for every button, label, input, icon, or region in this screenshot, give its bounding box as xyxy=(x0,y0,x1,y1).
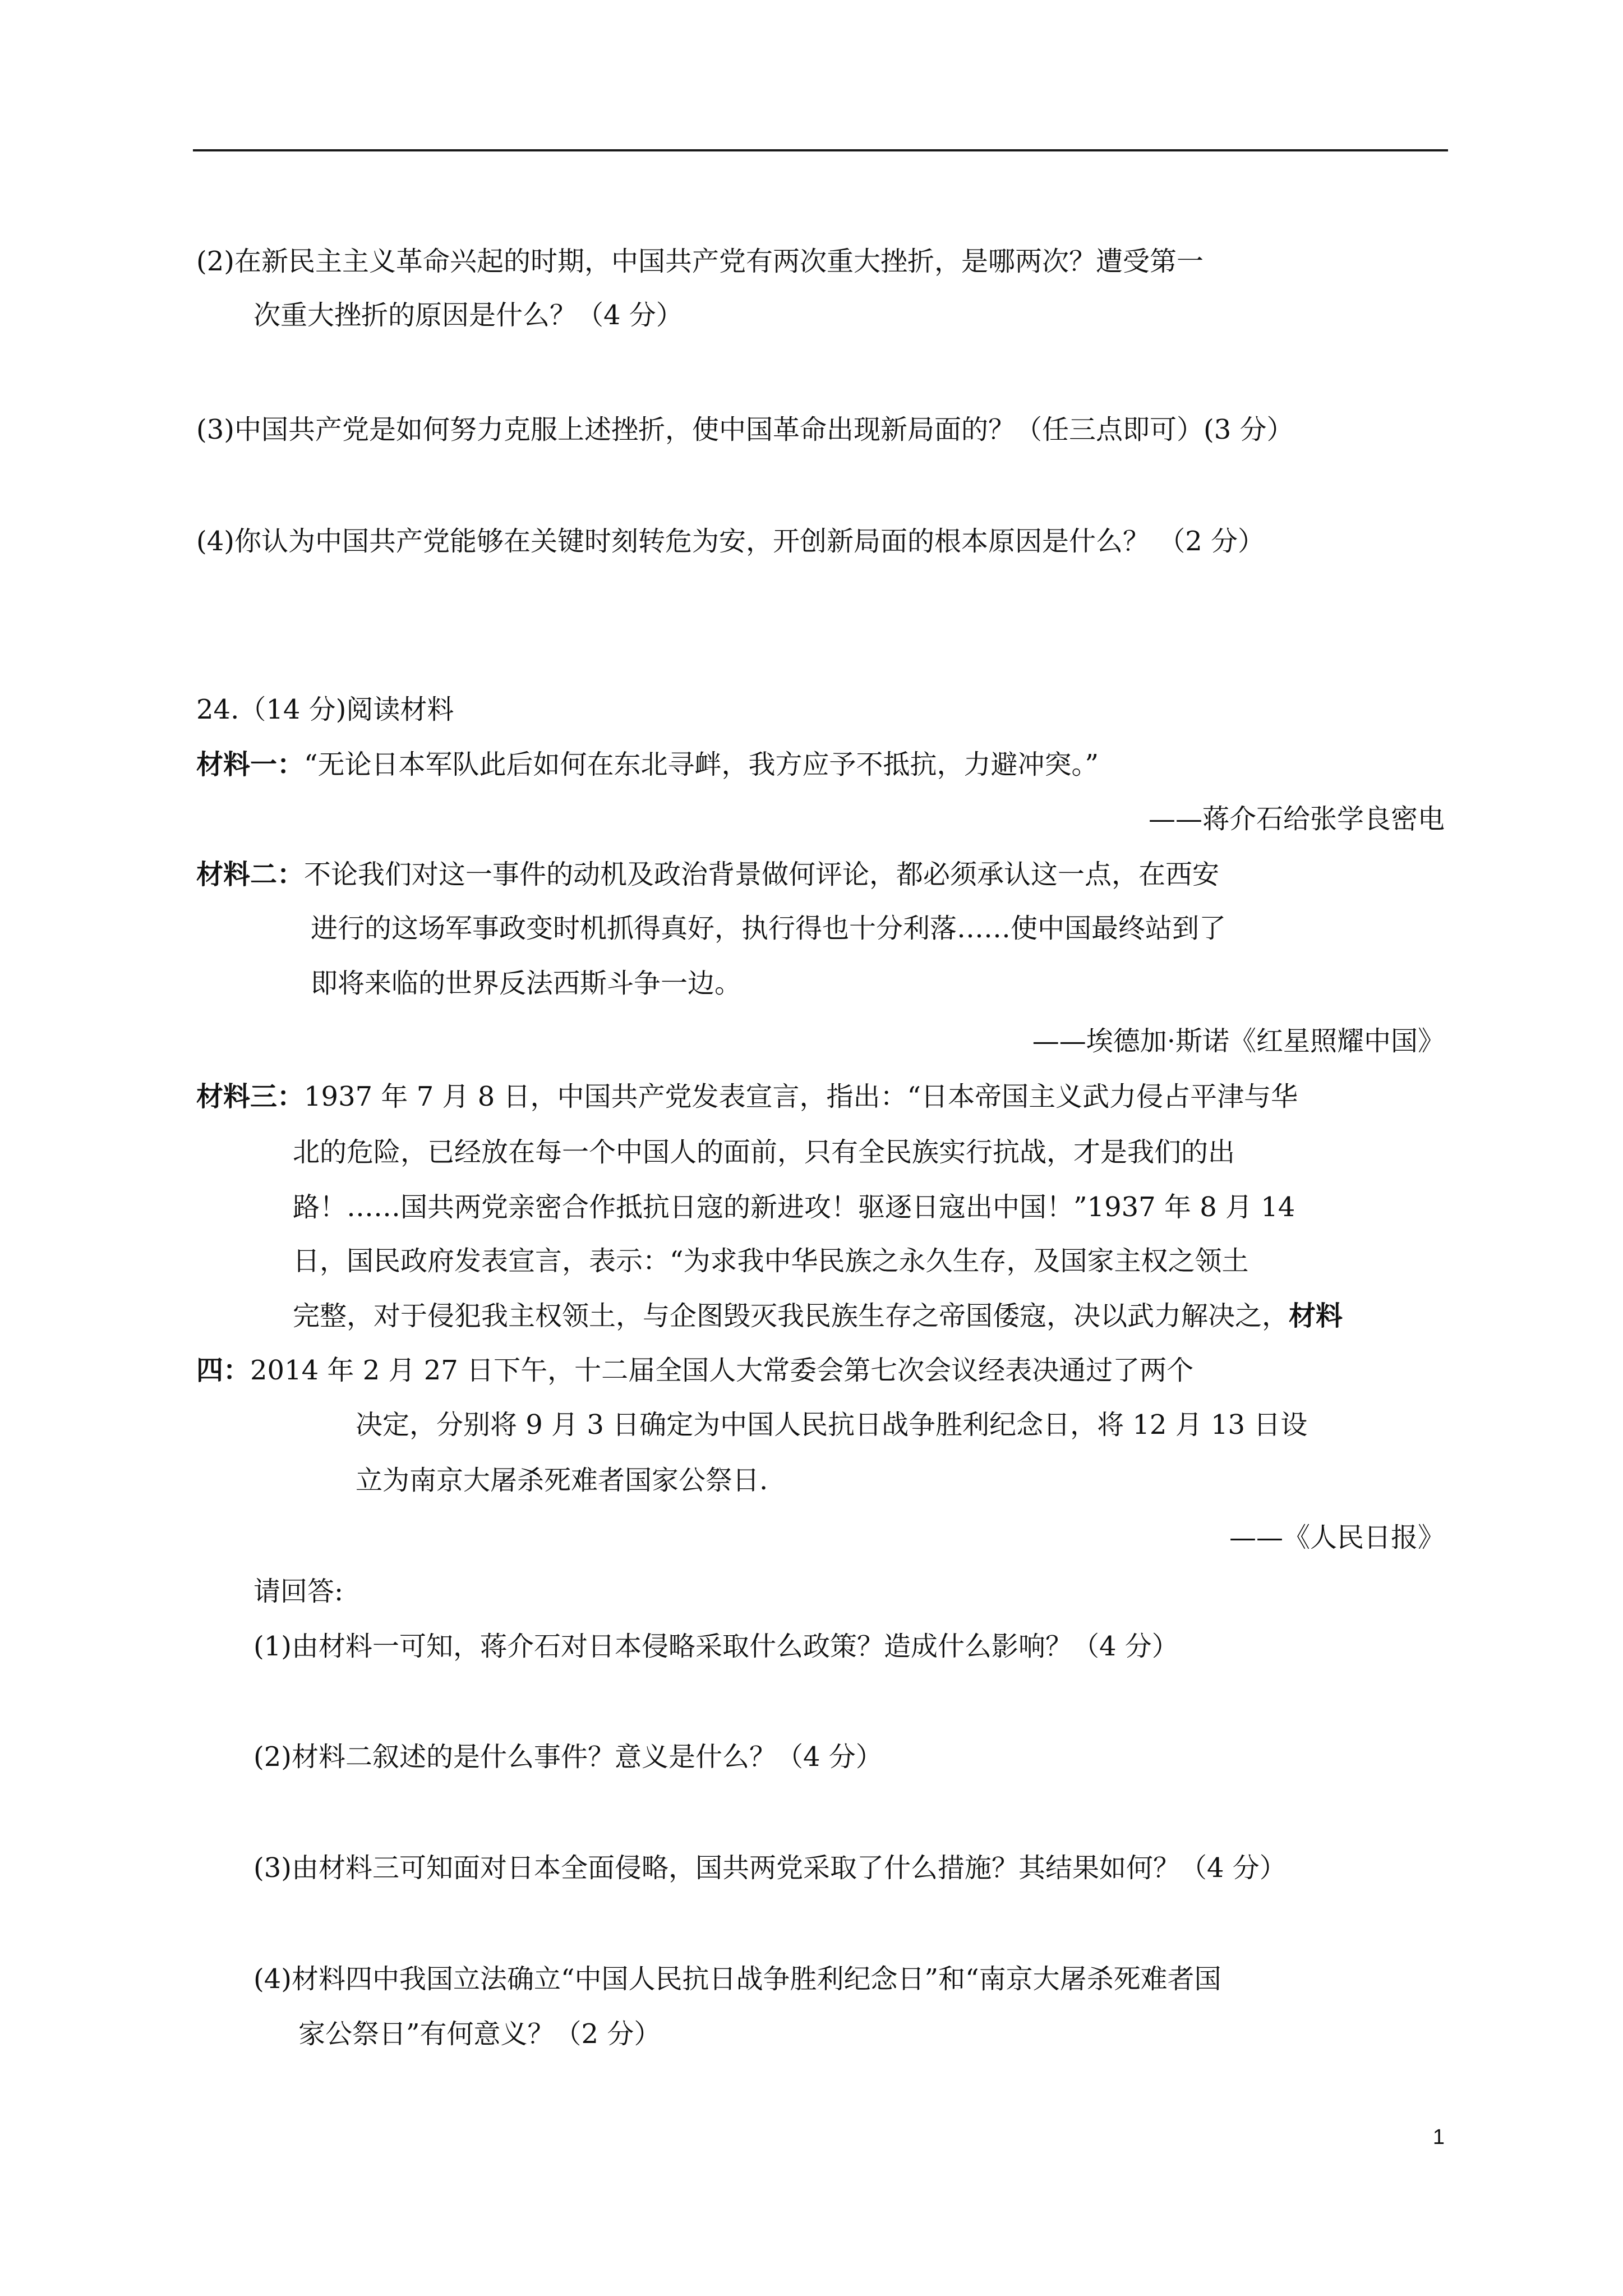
material-3-line5: 完整，对于侵犯我主权领土，与企图毁灭我民族生存之帝国倭寇，决以武力解决之，材料 xyxy=(293,1300,1343,1332)
material-2-line3: 即将来临的世界反法西斯斗争一边。 xyxy=(311,968,742,999)
material-2-source: ——埃德加·斯诺《红星照耀中国》 xyxy=(1032,1025,1445,1057)
q24-heading: 24.（14 分)阅读材料 xyxy=(196,694,454,725)
material-2-label: 材料二： xyxy=(196,859,305,890)
q23-part3: (3)中国共产党是如何努力克服上述挫折，使中国革命出现新局面的？（任三点即可）(3 分） xyxy=(196,414,1294,445)
material-3-line3: 路！……国共两党亲密合作抵抗日寇的新进攻！驱逐日寇出中国！”1937 年 8 月 14 xyxy=(293,1191,1295,1223)
material-4-source: ——《人民日报》 xyxy=(1229,1522,1445,1553)
q24-subquestion-3: (3)由材料三可知面对日本全面侵略，国共两党采取了什么措施？其结果如何？（4 分） xyxy=(253,1852,1287,1884)
material-1-source: ——蒋介石给张学良密电 xyxy=(1148,803,1445,835)
material-1-label: 材料一： xyxy=(196,749,305,780)
answer-prompt: 请回答: xyxy=(253,1576,344,1607)
q24-subquestion-2: (2)材料二叙述的是什么事件？意义是什么？（4 分） xyxy=(253,1741,883,1773)
header-rule xyxy=(193,149,1448,151)
q24-subquestion-4-line1: (4)材料四中我国立法确立“中国人民抗日战争胜利纪念日”和“南京大屠杀死难者国 xyxy=(253,1963,1221,1995)
q23-part2-line1: (2)在新民主主义革命兴起的时期，中国共产党有两次重大挫折，是哪两次？遭受第一 xyxy=(196,246,1204,277)
material-4-label-part1: 材料 xyxy=(1289,1300,1343,1332)
q23-part2-line2: 次重大挫折的原因是什么？（4 分） xyxy=(253,300,683,331)
material-2-line1: 材料二：不论我们对这一事件的动机及政治背景做何评论，都必须承认这一点，在西安 xyxy=(196,859,1220,890)
material-3-line2: 北的危险，已经放在每一个中国人的面前，只有全民族实行抗战，才是我们的出 xyxy=(293,1137,1235,1168)
material-1-text: “无论日本军队此后如何在东北寻衅，我方应予不抵抗，力避冲突。” xyxy=(304,749,1099,780)
q24-subquestion-1: (1)由材料一可知，蒋介石对日本侵略采取什么政策？造成什么影响？（4 分） xyxy=(253,1631,1179,1662)
material-4-line3: 立为南京大屠杀死难者国家公祭日. xyxy=(356,1465,768,1496)
material-4-line1: 四：2014 年 2 月 27 日下午，十二届全国人大常委会第七次会议经表决通过了两个 xyxy=(196,1355,1194,1386)
material-3-line4: 日，国民政府发表宣言，表示：“为求我中华民族之永久生存，及国家主权之领土 xyxy=(293,1245,1249,1277)
material-4-line2: 决定，分别将 9 月 3 日确定为中国人民抗日战争胜利纪念日，将 12 月 13 日设 xyxy=(356,1409,1308,1441)
page-number: 1 xyxy=(1432,2125,1445,2149)
q24-subquestion-4-line2: 家公祭日”有何意义？（2 分） xyxy=(298,2018,661,2050)
material-2-line2: 进行的这场军事政变时机抓得真好，执行得也十分利落……使中国最终站到了 xyxy=(311,913,1227,944)
q23-part4: (4)你认为中国共产党能够在关键时刻转危为安，开创新局面的根本原因是什么？ （2 分） xyxy=(196,526,1265,557)
material-1 xyxy=(196,748,1099,781)
material-4-label-part2: 四： xyxy=(196,1355,251,1386)
material-3-line1: 材料三：1937 年 7 月 8 日，中国共产党发表宣言，指出：“日本帝国主义武力侵占平津与华 xyxy=(196,1081,1298,1112)
material-3-label: 材料三： xyxy=(196,1081,305,1112)
